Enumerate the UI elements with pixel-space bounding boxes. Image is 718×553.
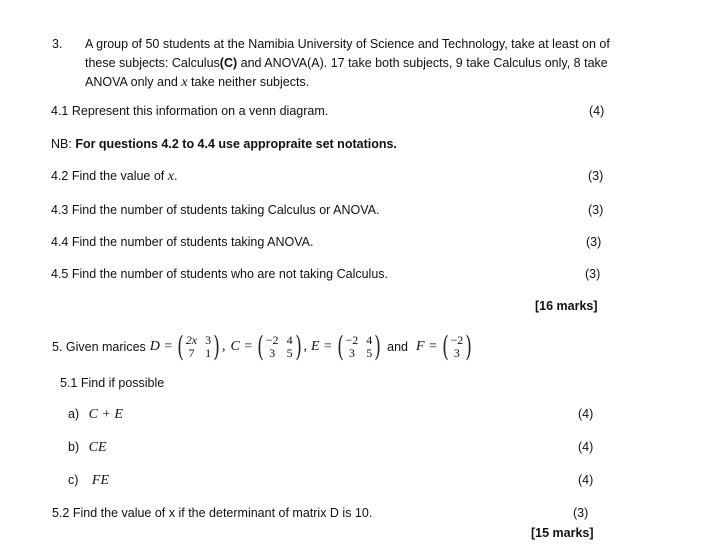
q4-3-text: 4.3 Find the number of students taking Calculus or ANOVA. [51,203,380,217]
q3-variable-x: x [181,75,188,90]
q4-2-label: 4.2 Find the value of [51,169,168,183]
matrix-e-a21: 3 [348,346,355,360]
q4-2-text [51,169,177,185]
matrix-c-a22: 5 [286,346,293,360]
matrix-e-a12: 4 [366,333,373,347]
matrix-d [175,330,222,363]
q4-4-marks: (3) [586,235,602,249]
q3-calculus-set-label: (C) [219,56,238,70]
matrix-d-a22: 1 [205,346,212,360]
q5-1-c-marks: (4) [578,473,594,487]
matrix-d-a11: 2x [185,333,198,347]
matrix-e-a11: −2 [345,333,359,347]
q4-total-marks: [16 marks] [535,299,598,313]
q3-number: 3. [52,37,63,51]
q3-line2-text-c: and ANOVA(A). 17 take both subjects, 9 take Calculus only, 8 take [237,56,608,70]
q5-1-b-expr: CE [88,440,107,455]
q5-1-a-label: a) [68,407,80,421]
matrix-c-a12: 4 [286,333,293,347]
q4-2-period: . [173,169,178,183]
matrix-c-a11: −2 [265,333,279,347]
q5-1-b [68,440,107,456]
q3-line2-text-a: these subjects: Calculus [85,56,220,70]
matrix-f-label: F = [416,339,438,354]
nb-note [51,137,397,151]
q4-1-text: 4.1 Represent this information on a venn diagram. [51,104,329,118]
matrix-f [440,330,475,363]
matrix-f-left-paren: ( [441,330,449,363]
q4-2-variable-x: x [167,169,174,184]
q3-line-2 [85,56,608,70]
q3-line-1: A group of 50 students at the Namibia University of Science and Technology, take at least on of [85,37,610,51]
q5-given-line: 5. Given marices D = ( 2x 3 7 1 ) , C = ( −2 4 3 5 ) , E = ( −2 4 3 5 ) and F = ( −2 3 ) [52,332,474,362]
matrix-d-left-paren: ( [177,330,184,363]
q5-1-a-expr: C + E [88,407,123,422]
matrix-e-a22: 5 [366,346,373,360]
matrix-c-right-paren: ) [294,330,302,363]
matrix-c [255,330,304,363]
q4-3-marks: (3) [588,203,604,217]
matrix-e-label: E = [311,339,333,354]
q5-1-c [68,473,109,489]
q5-1-a-marks: (4) [578,407,594,421]
q4-4-text: 4.4 Find the number of students taking ANOVA. [51,235,314,249]
q4-2-marks: (3) [588,169,604,183]
q5-2-text: 5.2 Find the value of x if the determinant of matrix D is 10. [52,506,373,520]
nb-text: For questions 4.2 to 4.4 use appropraite set notations. [75,137,397,151]
matrix-f-right-paren: ) [465,330,472,363]
q5-intro: 5. Given marices [52,340,146,354]
matrix-f-a11: −2 [450,333,464,347]
q4-1-marks: (4) [589,104,605,118]
matrix-d-right-paren: ) [213,330,220,363]
q5-1-heading: 5.1 Find if possible [60,376,165,390]
q5-2-marks: (3) [573,506,589,520]
matrix-c-label: C = [230,339,253,354]
q5-total-marks: [15 marks] [531,526,594,540]
matrix-c-left-paren: ( [257,330,264,363]
matrix-e-left-paren: ( [336,330,344,363]
matrix-d-a21: 7 [188,346,195,360]
q5-and: and [387,340,409,354]
q4-5-marks: (3) [585,267,601,281]
q5-1-b-marks: (4) [578,440,594,454]
matrix-f-a21: 3 [453,346,460,360]
matrix-d-a12: 3 [205,333,212,347]
q5-1-c-expr: FE [91,473,110,488]
q3-line-3 [85,75,309,91]
nb-label: NB: [51,137,76,151]
q3-line3-text-b: take neither subjects. [187,75,310,89]
matrix-c-a21: 3 [269,346,276,360]
q5-1-c-label: c) [68,473,79,487]
matrix-d-label: D = [149,339,173,354]
q5-1-b-label: b) [68,440,80,454]
matrix-e-right-paren: ) [374,330,381,363]
q3-line3-text-a: ANOVA only and [85,75,182,89]
q5-1-a [68,407,123,423]
q4-5-text: 4.5 Find the number of students who are not taking Calculus. [51,267,388,281]
matrix-e [335,330,384,363]
